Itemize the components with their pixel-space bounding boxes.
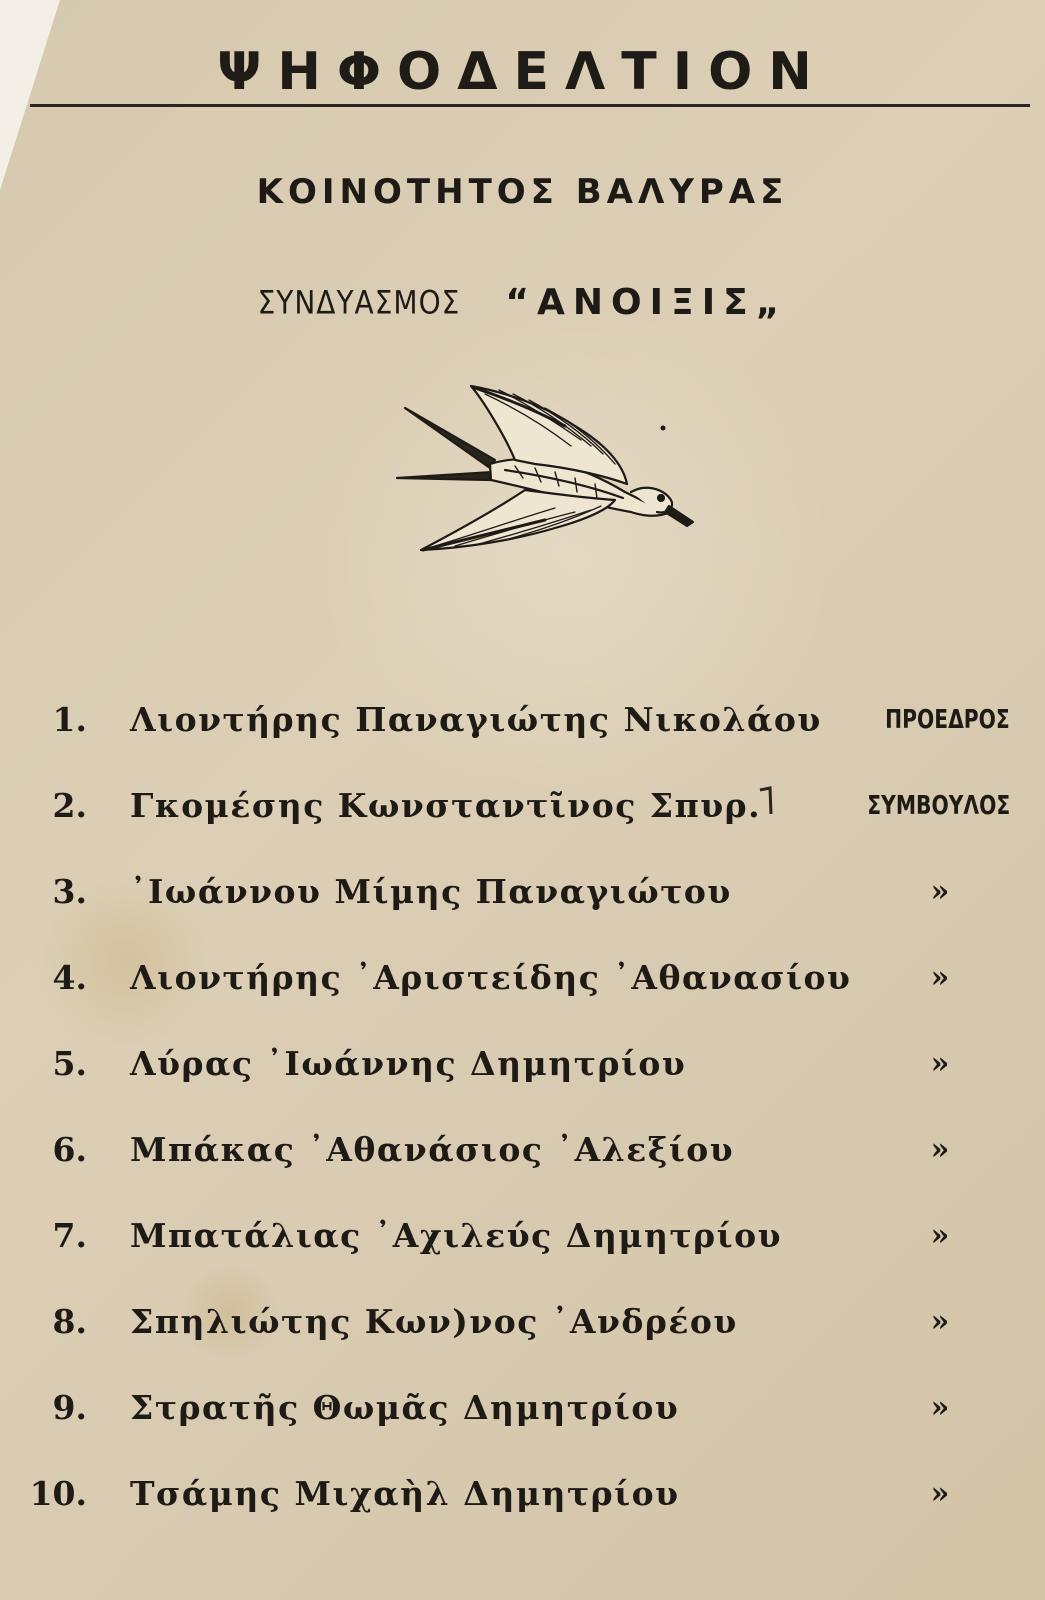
candidate-name: Γκομέσης Κωνσταντῖνος Σπυρ. (130, 786, 762, 825)
candidate-number: 2. (52, 786, 87, 825)
candidate-role: ΠΡΟΕΔΡΟΣ (885, 705, 1010, 735)
coalition-name: “ΑΝΟΙΞΙΣ„ (505, 282, 788, 323)
candidate-row (0, 690, 1045, 750)
candidate-number: 9. (52, 1388, 87, 1427)
candidate-name: Λύρας ᾿Ιωάννης Δημητρίου (130, 1044, 687, 1083)
candidate-name: ᾿Ιωάννου Μίμης Παναγιώτου (130, 872, 732, 911)
candidate-role: ΣΥΜΒΟΥΛΟΣ (867, 791, 1010, 821)
coalition-label: ΣΥΝΔΥΑΣΜΟΣ (257, 283, 461, 322)
candidate-row (0, 1034, 1045, 1094)
candidate-row (0, 1292, 1045, 1352)
candidate-row (0, 776, 1045, 836)
candidate-name: Σπηλιώτης Κων)νος ᾿Ανδρέου (130, 1302, 738, 1341)
title-divider (30, 104, 1030, 107)
candidate-name: Λιοντήρης ᾿Αριστείδης ᾿Αθανασίου (130, 958, 852, 997)
ink-tick-mark (758, 786, 774, 818)
candidate-name: Μπατάλιας ᾿Αχιλεύς Δημητρίου (130, 1216, 782, 1255)
ditto-mark: » (930, 1132, 950, 1167)
candidate-row (0, 1206, 1045, 1266)
candidate-name: Στρατῆς Θωμᾶς Δημητρίου (130, 1388, 680, 1427)
candidate-name: Μπάκας ᾿Αθανάσιος ᾿Αλεξίου (130, 1130, 735, 1169)
ditto-mark: » (930, 1390, 950, 1425)
ditto-mark: » (930, 1218, 950, 1253)
candidate-row (0, 1378, 1045, 1438)
candidate-row (0, 862, 1045, 922)
candidate-number: 6. (52, 1130, 87, 1169)
community-heading: ΚΟΙΝΟΤΗΤΟΣ ΒΑΛΥΡΑΣ (256, 172, 789, 212)
candidate-row (0, 948, 1045, 1008)
candidate-number: 7. (52, 1216, 87, 1255)
candidate-number: 1. (52, 700, 87, 739)
ditto-mark: » (930, 1046, 950, 1081)
ditto-mark: » (930, 1304, 950, 1339)
candidate-row (0, 1464, 1045, 1524)
candidate-number: 10. (29, 1474, 87, 1513)
candidate-number: 8. (52, 1302, 87, 1341)
candidate-row (0, 1120, 1045, 1180)
candidate-number: 3. (52, 872, 87, 911)
ditto-mark: » (930, 960, 950, 995)
ditto-mark: » (930, 874, 950, 909)
ditto-mark: » (930, 1476, 950, 1511)
ballot-title: ΨΗΦΟΔΕΛΤΙΟΝ (217, 42, 828, 102)
candidate-number: 4. (52, 958, 87, 997)
candidate-name: Λιοντήρης Παναγιώτης Νικολάου (130, 700, 822, 739)
candidate-number: 5. (52, 1044, 87, 1083)
coalition-line (0, 282, 1045, 323)
swallow-icon (395, 380, 705, 570)
ink-dot (661, 426, 666, 431)
candidate-name: Τσάμης Μιχαὴλ Δημητρίου (130, 1474, 680, 1513)
